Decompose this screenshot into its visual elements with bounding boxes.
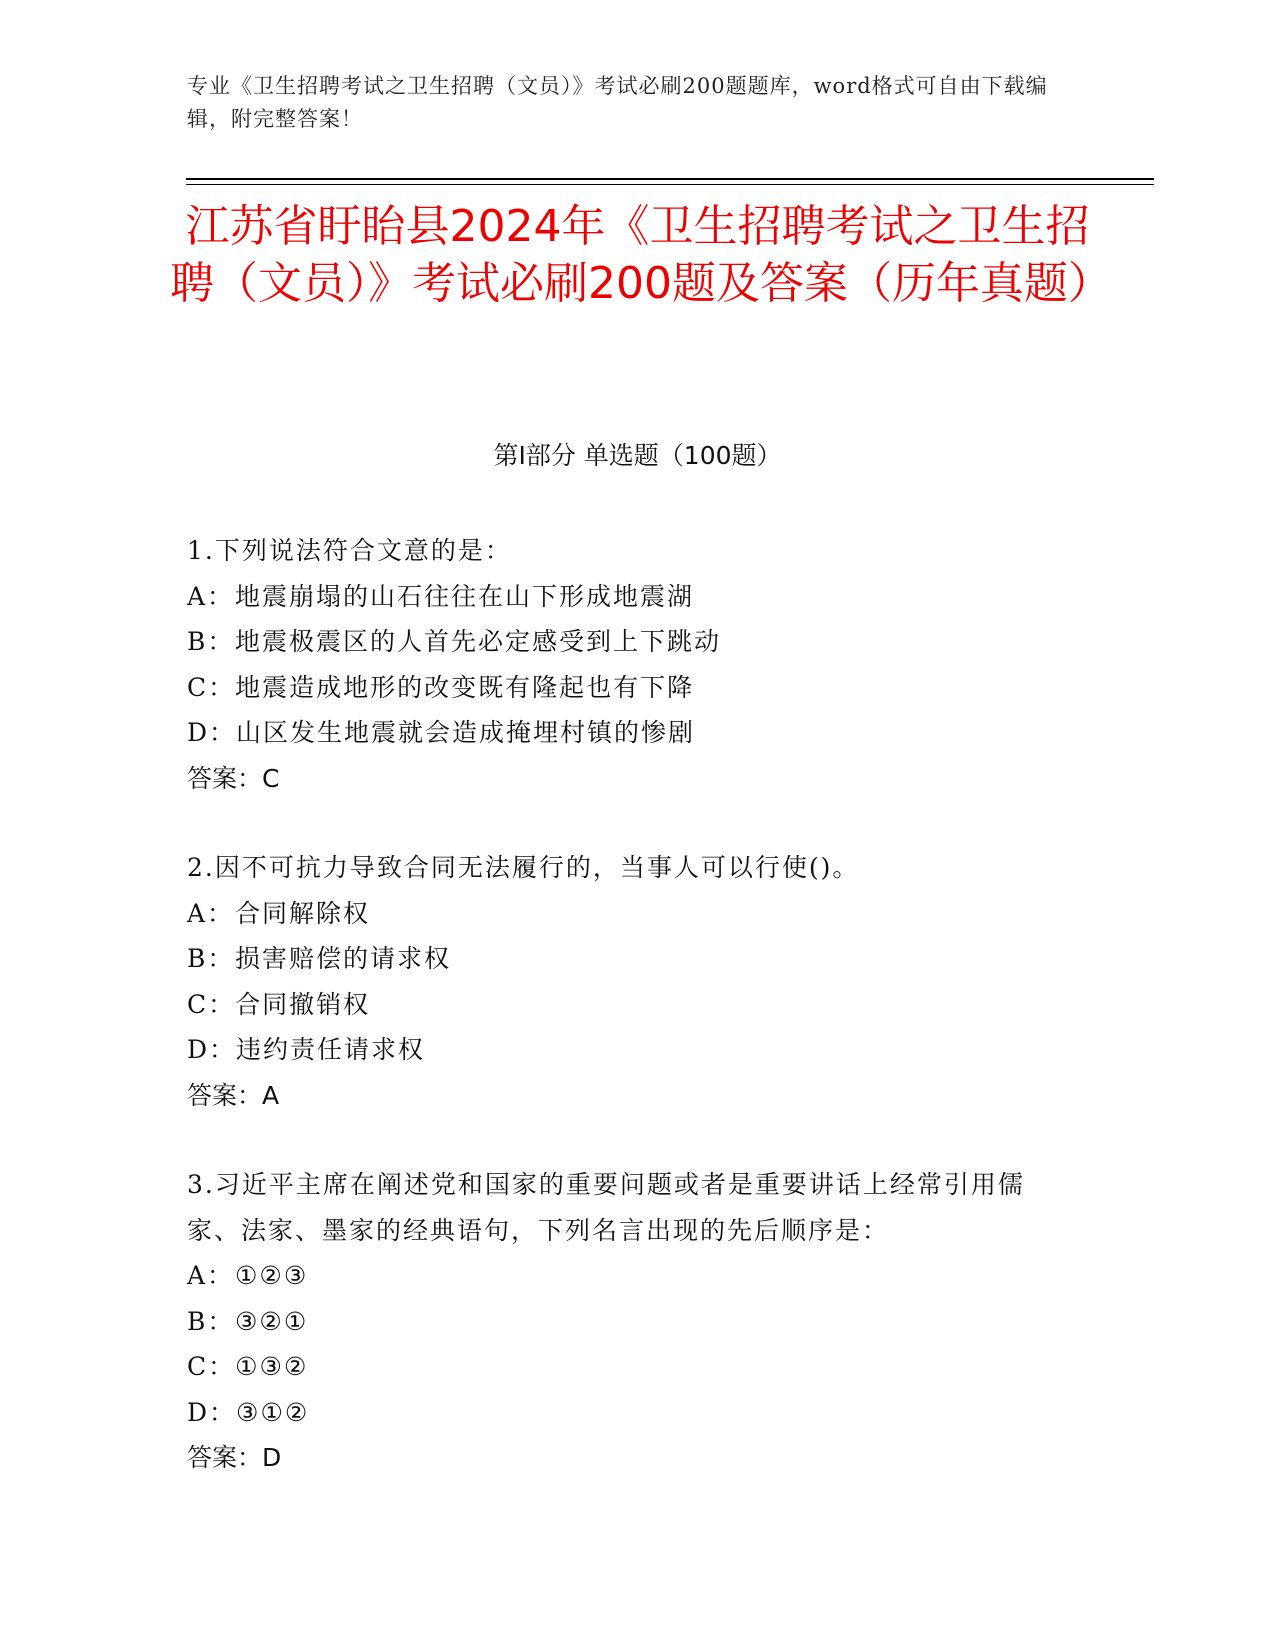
option-a <box>187 891 1067 937</box>
question-1 <box>187 528 1067 801</box>
question-2 <box>187 845 1067 1118</box>
option-text: 山区发生地震就会造成掩埋村镇的惨剧 <box>236 718 696 747</box>
option-c <box>187 982 1067 1028</box>
option-letter: D： <box>187 718 237 747</box>
option-text: ①③② <box>235 1352 309 1381</box>
option-text: ③②① <box>235 1306 309 1336</box>
option-letter: A： <box>187 581 235 611</box>
option-b <box>187 1299 1067 1345</box>
answer-line: 答案：A <box>187 1080 280 1110</box>
option-text: ①②③ <box>235 1261 309 1290</box>
answer-line: 答案：C <box>187 763 280 793</box>
option-d <box>187 710 1067 756</box>
question-stem: 1.下列说法符合文意的是： <box>187 536 512 565</box>
section-heading: 第Ⅰ部分 单选题（100题） <box>493 441 782 470</box>
question-stem: 3.习近平主席在阐述党和国家的重要问题或者是重要讲话上经常引用儒家、法家、墨家的经典语句，下列名言出现的先后顺序是： <box>187 1170 1025 1245</box>
option-text: 损害赔偿的请求权 <box>235 944 452 973</box>
option-letter: D： <box>187 1397 237 1427</box>
option-b <box>187 619 1067 665</box>
option-b <box>187 936 1067 982</box>
option-text: 地震崩塌的山石往往在山下形成地震湖 <box>235 581 695 611</box>
option-letter: D： <box>187 1035 237 1064</box>
option-a <box>187 1253 1067 1299</box>
header-divider-thick <box>186 178 1154 180</box>
option-c <box>187 1344 1067 1390</box>
question-list <box>187 528 1067 1525</box>
option-letter: C： <box>187 1352 236 1381</box>
option-text: 地震造成地形的改变既有隆起也有下降 <box>235 672 695 702</box>
document-title: 江苏省盱眙县2024年《卫生招聘考试之卫生招聘（文员）》考试必刷200题及答案（历年真题） <box>170 201 1112 309</box>
option-d <box>187 1390 1067 1436</box>
option-a <box>187 574 1067 620</box>
option-letter: B： <box>187 1306 235 1336</box>
question-3 <box>187 1162 1067 1481</box>
option-text: 地震极震区的人首先必定感受到上下跳动 <box>235 627 722 656</box>
option-letter: B： <box>187 944 235 973</box>
option-c <box>187 665 1067 711</box>
option-text: 违约责任请求权 <box>236 1035 426 1064</box>
question-stem: 2.因不可抗力导致合同无法履行的，当事人可以行使()。 <box>187 853 860 882</box>
option-letter: C： <box>187 989 236 1019</box>
option-letter: C： <box>187 672 236 702</box>
header-note: 专业《卫生招聘考试之卫生招聘（文员）》考试必刷200题题库，word格式可自由下载编辑，附完整答案！ <box>187 74 1048 131</box>
option-text: ③①② <box>236 1397 310 1427</box>
option-letter: B： <box>187 627 235 656</box>
option-letter: A： <box>187 898 235 928</box>
header-divider-thin <box>186 184 1154 185</box>
option-text: 合同解除权 <box>235 898 371 928</box>
answer-line: 答案：D <box>187 1443 282 1472</box>
option-letter: A： <box>187 1261 235 1290</box>
option-text: 合同撤销权 <box>235 989 371 1019</box>
option-d <box>187 1027 1067 1073</box>
